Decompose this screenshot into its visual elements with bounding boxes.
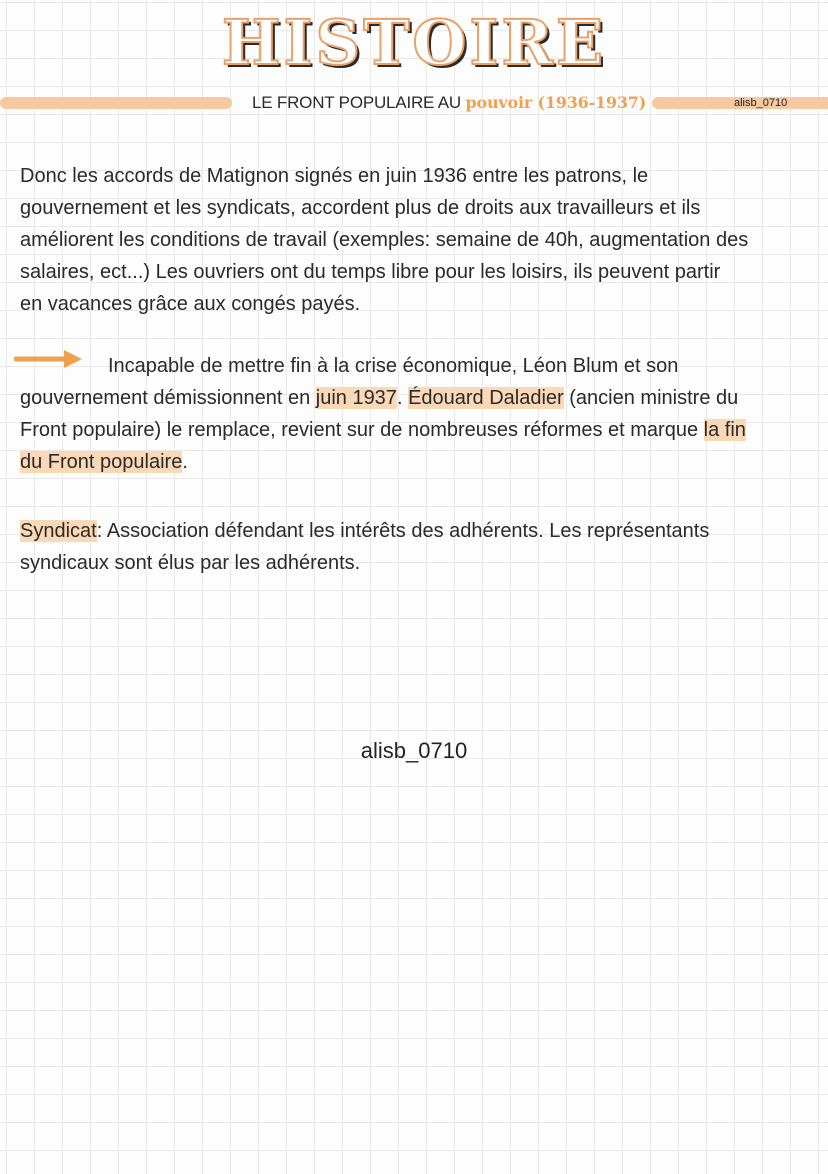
- definition-text: : Association défendant les intérêts des adhérents. Les représentants syndicaux sont élus par les adhérents.: [20, 520, 710, 574]
- paragraph-blum-part1: Incapable de mettre fin à la crise économique, Léon Blum et son gouvernement démissionnent en: [20, 355, 679, 409]
- page-subtitle: [252, 90, 652, 116]
- highlight-end: la fin du Front populaire: [20, 419, 746, 473]
- paragraph-matignon: Donc les accords de Matignon signés en juin 1936 entre les patrons, le gouvernement et les syndicats, accordent plus de droits aux travailleurs et ils améliorent les conditions de travail (exemples: semaine de 40h, augmentation des salaires, ect...) Les ouvriers ont du temps libre pour les loisirs, ils peuvent partir en vacances grâce aux congés payés.: [20, 165, 749, 315]
- definition-term: Syndicat: [20, 520, 97, 542]
- subtitle-prefix: LE FRONT POPULAIRE AU: [252, 93, 466, 112]
- paragraph-blum: [20, 350, 820, 478]
- definition-syndicat: [20, 515, 820, 579]
- author-handle: alisb_0710: [734, 97, 788, 109]
- paragraph-blum-part4: .: [182, 451, 188, 473]
- footer-watermark: alisb_0710: [360, 738, 468, 763]
- highlight-date: juin 1937: [315, 387, 397, 409]
- subtitle-accent: pouvoir (1936-1937): [465, 93, 647, 112]
- page-title: HISTOIRE: [221, 6, 607, 79]
- highlight-daladier: Édouard Daladier: [408, 387, 564, 409]
- paragraph-blum-part2: .: [396, 387, 409, 409]
- paragraph-blum-part3: (ancien ministre du Front populaire) le remplace, revient sur de nombreuses réformes et marque: [20, 387, 739, 441]
- decorative-bar-left: [0, 97, 232, 109]
